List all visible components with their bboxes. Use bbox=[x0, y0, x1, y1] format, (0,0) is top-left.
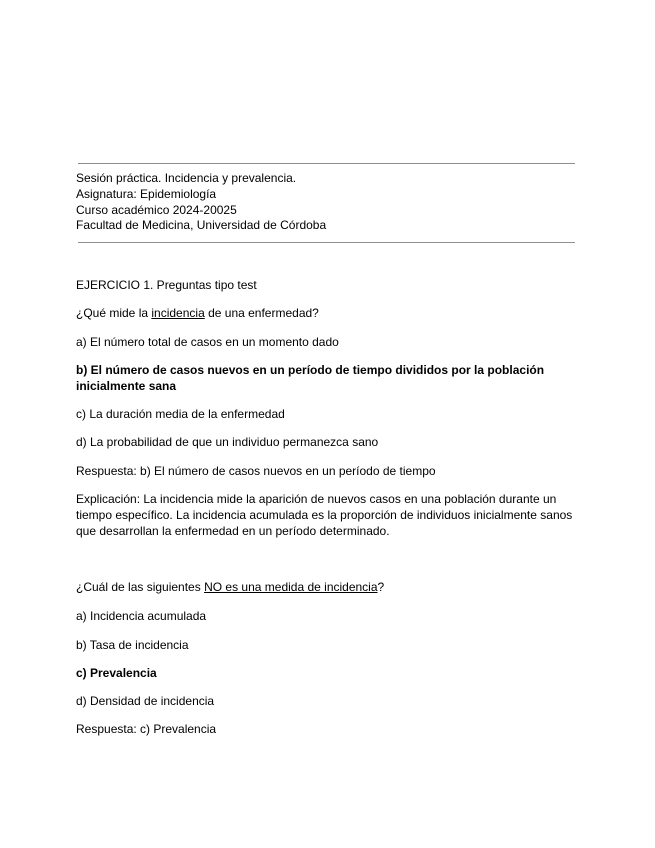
header-session-title: Sesión práctica. Incidencia y prevalencia. bbox=[76, 171, 297, 185]
question-1-prefix: ¿Qué mide la bbox=[76, 306, 152, 320]
header-faculty: Facultad de Medicina, Universidad de Córdoba bbox=[76, 218, 327, 232]
question-2-suffix: ? bbox=[377, 580, 385, 594]
header-subject: Asignatura: Epidemiología bbox=[76, 187, 217, 201]
question-1-keyword: incidencia bbox=[151, 306, 205, 320]
question-2-option-a: a) Incidencia acumulada bbox=[76, 609, 207, 623]
header-bottom-rule bbox=[78, 242, 575, 243]
question-2-prefix: ¿Cuál de las siguientes bbox=[76, 580, 205, 594]
question-2-answer: Respuesta: c) Prevalencia bbox=[76, 722, 217, 736]
question-1 bbox=[76, 305, 319, 321]
exercise-title: EJERCICIO 1. Preguntas tipo test bbox=[76, 278, 257, 292]
question-2-option-c-correct: c) Prevalencia bbox=[76, 666, 157, 680]
question-1-option-b-correct: b) El número de casos nuevos en un período de tiempo divididos por la población inicialmente sana bbox=[76, 363, 545, 393]
question-2-option-b: b) Tasa de incidencia bbox=[76, 638, 189, 652]
question-2-option-d: d) Densidad de incidencia bbox=[76, 694, 215, 708]
question-1-option-a: a) El número total de casos en un momento dado bbox=[76, 335, 339, 349]
header-top-rule bbox=[78, 163, 575, 164]
question-1-answer: Respuesta: b) El número de casos nuevos en un período de tiempo bbox=[76, 464, 436, 478]
question-1-suffix: de una enfermedad? bbox=[204, 306, 319, 320]
header-academic-year: Curso académico 2024-20025 bbox=[76, 203, 237, 217]
question-1-option-d: d) La probabilidad de que un individuo permanezca sano bbox=[76, 435, 379, 449]
question-1-explanation: Explicación: La incidencia mide la aparición de nuevos casos en una población durante un tiempo específico. La incidencia acumulada es la proporción de individuos inicialmente sanos que desarrollan la enfermedad en un período determinado. bbox=[76, 492, 573, 538]
question-1-option-c: c) La duración media de la enfermedad bbox=[76, 407, 285, 421]
question-2 bbox=[76, 579, 384, 595]
question-2-keyword: NO es una medida de incidencia bbox=[204, 580, 378, 594]
